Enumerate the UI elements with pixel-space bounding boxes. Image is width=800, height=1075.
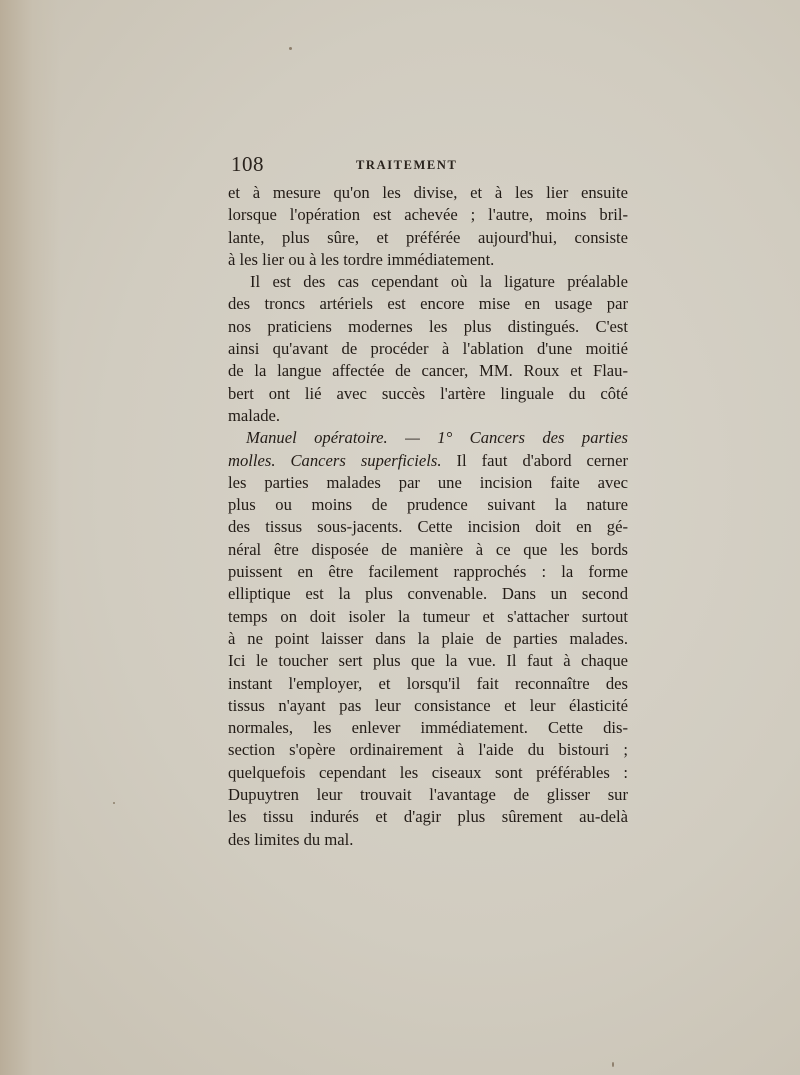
text-line: section s'opère ordinairement à l'aide du bistouri ; [228,740,628,760]
text-line: à ne point laisser dans la plaie de parties malades. [228,628,628,648]
text-line: les parties malades par une incision faite avec [228,472,628,492]
text-line: quelquefois cependant les ciseaux sont préférables : [228,762,628,782]
paper-speck [113,802,115,804]
text-line: lante, plus sûre, et préférée aujourd'hui, consiste [228,227,628,247]
text-line: et à mesure qu'on les divise, et à les lier ensuite [228,183,628,202]
text-line: tissus n'ayant pas leur consistance et leur élasticité [228,695,628,715]
text-line: normales, les enlever immédiatement. Cette dis- [228,718,628,738]
text-line: bert ont lié avec succès l'artère linguale du côté [228,383,628,403]
page-header [231,152,628,178]
text-line: ainsi qu'avant de procéder à l'ablation d'une moitié [228,339,628,359]
page-number: 108 [231,152,264,176]
text-line [228,450,628,472]
text-line: des limites du mal. [228,829,354,849]
text-line: des tissus sous-jacents. Cette incision doit en gé- [228,517,628,537]
text-line: à les lier ou à les tordre immédiatement. [228,249,495,269]
text-line: lorsque l'opération est achevée ; l'autre, moins bril- [228,205,628,225]
body-text [228,182,628,851]
subsection-heading: molles. Cancers superficiels. [228,450,442,470]
page-edge-shadow [0,0,60,1075]
text-line: temps on doit isoler la tumeur et s'attacher surtout [228,606,628,626]
text-line: nos praticiens modernes les plus distingués. C'est [228,316,628,336]
text-line: Il est des cas cependant où la ligature préalable [250,272,628,292]
text-line: malade. [228,405,281,425]
text-line: elliptique est la plus convenable. Dans un second [228,584,628,604]
section-heading-line: Manuel opératoire. — 1° Cancers des parties [246,428,628,448]
paper-speck [289,47,292,50]
text-line: de la langue affectée de cancer, MM. Roux et Flau- [228,361,628,381]
text-line: Ici le toucher sert plus que la vue. Il faut à chaque [228,651,628,671]
text-line-continuation: Il faut d'abord cerner [441,450,628,470]
text-line: Dupuytren leur trouvait l'avantage de glisser sur [228,785,628,805]
text-line: instant l'employer, et lorsqu'il fait reconnaître des [228,673,628,693]
paper-speck [612,1062,614,1067]
text-line: des troncs artériels est encore mise en usage par [228,294,628,314]
text-line: les tissu indurés et d'agir plus sûrement au-delà [228,807,628,827]
running-head: TRAITEMENT [356,158,458,172]
text-line: plus ou moins de prudence suivant la nature [228,495,628,515]
text-line: néral être disposée de manière à ce que les bords [228,539,628,559]
text-line: puissent en être facilement rapprochés : la forme [228,562,628,582]
